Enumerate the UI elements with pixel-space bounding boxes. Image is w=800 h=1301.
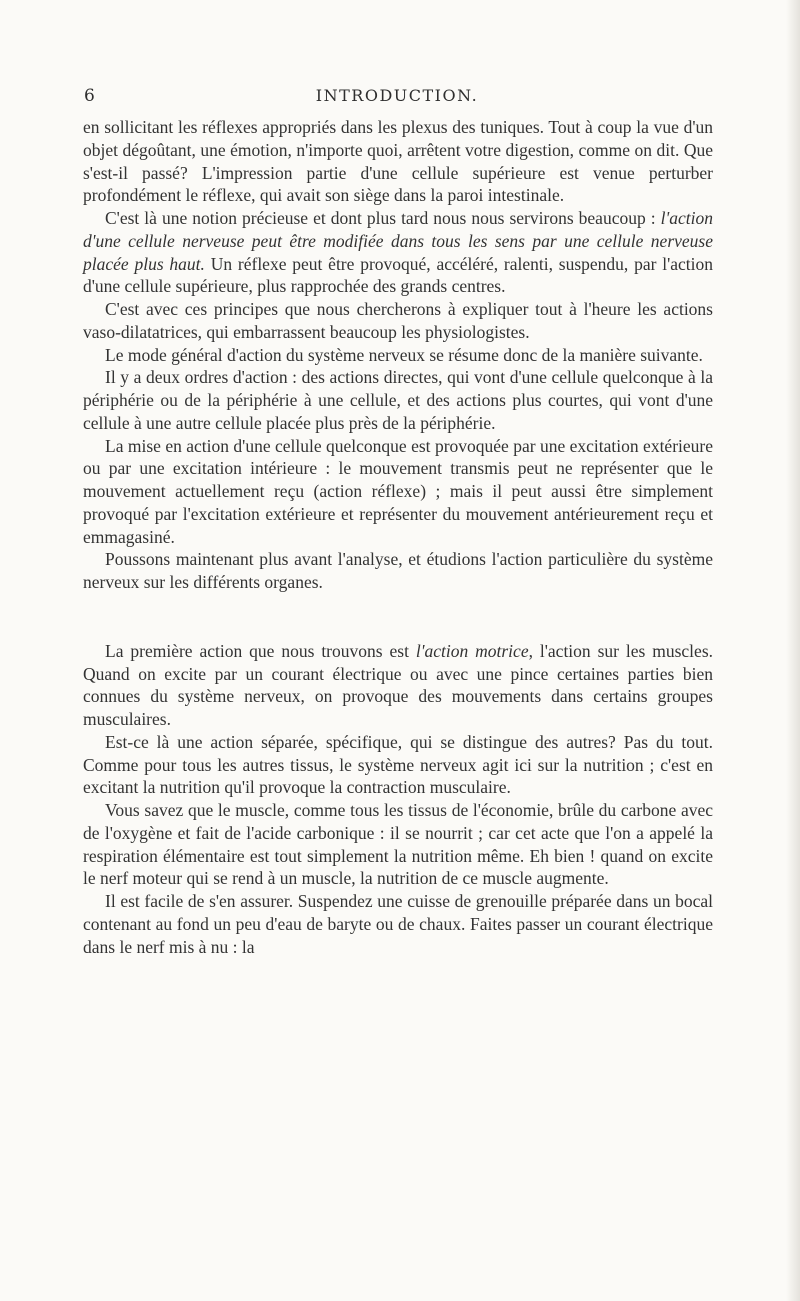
paragraph — [83, 640, 713, 731]
paragraph — [83, 207, 713, 298]
text-run: C'est avec ces principes que nous chercherons à expliquer tout à l'heure les actions vaso-dilatatrices, qui embarrassent beaucoup les physiologistes. — [83, 299, 713, 342]
text-run: La mise en action d'une cellule quelconque est provoquée par une excitation extérieure ou par une excitation intérieure : le mouvement transmis peut ne représenter que le mouvement actuellement reçu (action réflexe) ; mais il peut aussi être simplement provoqué par l'excitation extérieure et représenter du mouvement antérieurement reçu et emmagasiné. — [83, 435, 713, 547]
body-text — [83, 116, 713, 958]
text-run: Il y a deux ordres d'action : des actions directes, qui vont d'une cellule quelconque à la périphérie ou de la périphérie à une cellule, et des actions plus courtes, qui vont d'une cellule à une autre cellule placée plus près de la périphérie. — [83, 367, 713, 433]
text-run: , l'action sur les muscles. Quand on excite par un courant électrique ou avec une pince certaines parties bien connues du système nerveux, on provoque des mouvements dans certains groupes musculaires. — [83, 640, 714, 729]
text-run: La première action que nous trouvons est — [105, 640, 416, 661]
paragraph — [83, 731, 713, 799]
paragraph — [83, 548, 713, 594]
section-break — [83, 594, 713, 640]
italic-text: l'action d'une cellule nerveuse peut être modifiée dans tous les sens par une cellule nerveuse placée plus haut. — [83, 208, 713, 274]
section-motor-action — [83, 640, 713, 959]
paragraph — [83, 799, 713, 890]
paragraph — [83, 435, 713, 549]
paragraph — [83, 366, 713, 434]
page-edge-shadow — [786, 0, 800, 1301]
text-run: Un réflexe peut être provoqué, accéléré, ralenti, suspendu, par l'action d'une cellule supérieure, plus rapprochée des grands centres. — [83, 253, 714, 297]
text-run: Poussons maintenant plus avant l'analyse, et étudions l'action particulière du système nerveux sur les différents organes. — [83, 549, 713, 592]
text-run: en sollicitant les réflexes appropriés dans les plexus des tuniques. Tout à coup la vue d'un objet dégoûtant, une émotion, n'importe quoi, arrêtent votre digestion, comme on dit. Que s'est-il passé? L'impression partie d'une cellule supérieure est venue perturber profondément le réflexe, qui avait son siège dans la paroi intestinale. — [83, 117, 713, 206]
running-title: INTRODUCTION. — [315, 86, 479, 105]
paragraph — [83, 298, 713, 344]
text-run: Il est facile de s'en assurer. Suspendez une cuisse de grenouille préparée dans un bocal contenant au fond un peu d'eau de baryte ou de chaux. Faites passer un courant électrique dans le nerf mis à nu : la — [83, 891, 713, 957]
page-number: 6 — [84, 86, 95, 106]
paragraph — [83, 116, 713, 207]
text-run: Est-ce là une action séparée, spécifique, qui se distingue des autres? Pas du tout. Comme pour tous les autres tissus, le système nerveux agit ici sur la nutrition ; c'est en excitant la nutrition qu'il provoque la contraction musculaire. — [83, 731, 713, 798]
text-run: Le mode général d'action du système nerveux se résume donc de la manière suivante. — [105, 344, 703, 365]
italic-text: l'action motrice — [415, 640, 529, 661]
text-run: Vous savez que le muscle, comme tous les tissus de l'économie, brûle du carbone avec de l'oxygène et fait de l'acide carbonique : il se nourrit ; car cet acte que l'on a appelé la respiration élémentaire est tout simplement la nutrition même. Eh bien ! quand on excite le nerf moteur qui se rend à un muscle, la nutrition de ce muscle augmente. — [83, 800, 713, 889]
paragraph — [83, 890, 713, 958]
paragraph — [83, 344, 713, 367]
running-head — [82, 86, 712, 110]
text-run: C'est là une notion précieuse et dont plus tard nous nous servirons beaucoup : — [105, 208, 661, 228]
section-reflexes — [83, 116, 713, 594]
